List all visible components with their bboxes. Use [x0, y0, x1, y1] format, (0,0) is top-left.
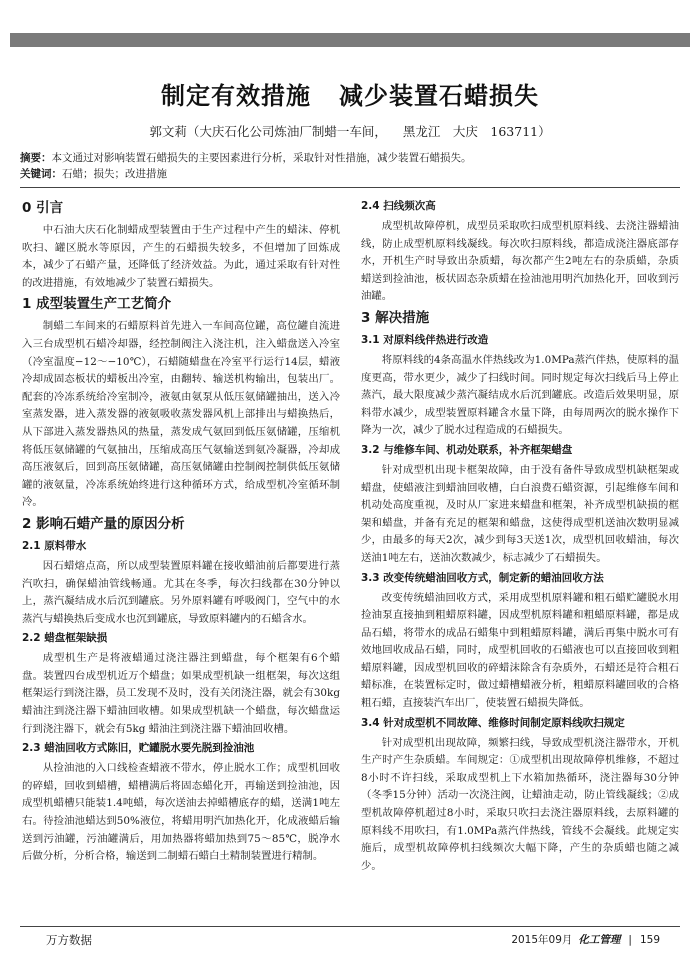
keywords-text: 石蜡；损失；改进措施 — [62, 168, 167, 180]
footer-separator: | — [628, 934, 632, 946]
publisher-label: 万方数据 — [46, 933, 92, 947]
footer-divider — [20, 926, 680, 927]
footer-info — [511, 932, 660, 947]
author-line — [0, 122, 700, 140]
author-name: 郭文莉（大庆石化公司炼油厂制蜡一车间， — [149, 124, 387, 139]
abstract-block — [20, 150, 680, 182]
magazine-name: 化工管理 — [578, 934, 621, 946]
section-heading: 3 解决措施 — [361, 309, 430, 326]
author-location: 黑龙江 大庆 163711） — [402, 124, 551, 139]
left-column — [22, 196, 340, 868]
section-heading: 1 成型装置生产工艺简介 — [22, 296, 172, 313]
keywords — [20, 166, 680, 182]
title-part-1: 制定有效措施 — [161, 82, 311, 110]
paragraph: 从捡油池的入口线检查蜡液不带水，停止脱水工作；成型机回收的碎蜡，回收到蜡槽，蜡槽满后将固态蜡化开，再输送到捡油池，因成型机蜡槽只能装1.4吨蜡，每次送油去掉蜡槽底存的蜡，送满1吨左右。待捡油池蜡达到50%液位，将蜡用明汽加热化开，化成液蜡后输送到污油罐，污油罐满后，用加热器将蜡加热到75～85℃，脱净水后做分析，分析合格，输送到二制蜡石蜡白土精制装置进行精制。 — [22, 762, 340, 863]
paragraph: 因石蜡熔点高，所以成型装置原料罐在接收蜡油前后都要进行蒸汽吹扫，确保蜡油管线畅通。尤其在冬季，每次扫线都在30分钟以上，蒸汽凝结成水后沉到罐底。另外原料罐有呼吸阀门，空气中的水蒸汽与蜡换热后变成水也沉到罐底，导致原料罐内的石蜡含水。 — [22, 559, 340, 625]
subsection-heading: 2.1 原料带水 — [22, 539, 87, 552]
paragraph: 针对成型机出现故障，频繁扫线，导致成型机浇注器带水，开机生产时产生杂质蜡。车间规定：①成型机出现故障停机维修，不超过8小时不许扫线，采取成型机上下水箱加热循环，浇注器每30分钟（冬季15分钟）活动一次浇注阀，让蜡油走动，防止管线凝线；②成型机故障停机超过8小时，采取只吹扫去浇注器原料线，去原料罐的原料线不用吹扫，有1.0MPa蒸汽伴热线，管线不会凝线。此规定实施后，成型机故障停机扫线频次大幅下降，产生的杂质蜡也随之减少。 — [361, 736, 679, 872]
keywords-label: 关键词： — [20, 168, 62, 180]
subsection-heading: 3.1 对原料线伴热进行改造 — [361, 333, 489, 346]
subsection-heading: 2.4 扫线频次高 — [361, 200, 436, 212]
subsection-heading: 2.2 蜡盘框架缺损 — [22, 632, 108, 645]
paragraph: 成型机生产是将液蜡通过浇注器注到蜡盘，每个框架有6个蜡盘。装置四台成型机近万个蜡盘；如果成型机缺一组框架，每次这组框架运行到浇注器，员工发现不及时，没有关闭浇注器，就会有30kg蜡油注到浇注器下蜡油回收槽。如果成型机缺一个蜡盘，每次蜡盘运行到浇注器下，就会有5kg 蜡油注到浇注器下蜡油回收槽。 — [22, 652, 340, 735]
page-number: 159 — [639, 934, 660, 946]
subsection-heading: 3.2 与维修车间、机动处联系，补齐框架蜡盘 — [361, 443, 573, 456]
paragraph: 针对成型机出现卡框架故障，由于没有备件导致成型机缺框架或蜡盘，使蜡液注到蜡油回收槽，白白浪费石蜡资源，引起维修车间和机动处高度重视，及时从厂家进来蜡盘和框架，补齐成型机缺损的框架和蜡盘，并备有充足的框架和蜡盘，这使得成型机送油次数明显减少，由最多的每天2次，减少到每3天送1次，成型机回收蜡油，每次送油1吨左右，送油次数减少，标志减少了石蜡损失。 — [361, 463, 679, 564]
subsection-heading: 3.4 针对成型机不同故障、维修时间制定原料线吹扫规定 — [361, 716, 625, 729]
title-part-2: 减少装置石蜡损失 — [339, 82, 539, 110]
paragraph: 成型机故障停机，成型员采取吹扫成型机原料线、去浇注器蜡油线，防止成型机原料线凝线。每次吹扫原料线，都造成浇注器底部存水，开机生产时导致出杂质蜡，每次都产生2吨左右的杂质蜡，杂质蜡送到捡油池，板状固态杂质蜡在捡油池用明汽加热化开，回收到污油罐。 — [361, 220, 679, 303]
paragraph: 将原料线的4条高温水伴热线改为1.0MPa蒸汽伴热，使原料的温度更高，带水更少，减少了扫线时间。同时规定每次扫线后马上停止蒸汽，最大限度减少蒸汽凝结成水后沉到罐底。改造后效果明显，原料带水减少，成型装置原料罐含水量下降，由每周两次的脱水操作下降为一次，减少了脱水过程造成的石蜡损失。 — [361, 353, 679, 437]
article-title — [0, 76, 700, 111]
header-bar — [10, 33, 690, 47]
issue-date: 2015年09月 — [511, 934, 573, 946]
subsection-heading: 2.3 蜡油回收方式陈旧，贮罐脱水要先脱到捡油池 — [22, 742, 255, 755]
paragraph: 中石油大庆石化制蜡成型装置由于生产过程中产生的蜡沫、停机吹扫、罐区脱水等原因，产生的石蜡损失较多，不但增加了回炼成本，减少了石蜡产量，还降低了经济效益。为此，通过采取有针对性的改进措施，有效地减少了装置石蜡损失。 — [22, 224, 340, 289]
abstract-text: 本文通过对影响装置石蜡损失的主要因素进行分析，采取针对性措施，减少装置石蜡损失。 — [51, 152, 472, 164]
section-heading: 0 引言 — [22, 200, 64, 216]
right-column — [361, 196, 679, 877]
abstract — [20, 150, 680, 166]
subsection-heading: 3.3 改变传统蜡油回收方式，制定新的蜡油回收方法 — [361, 571, 604, 584]
paragraph: 改变传统蜡油回收方式，采用成型机原料罐和粗石蜡贮罐脱水用捡油泵直接抽到粗蜡原料罐，因成型机原料罐和粗蜡原料罐，都是成品石蜡，将带水的成品石蜡集中到粗蜡原料罐，满后再集中脱水可有效地回收成品石蜡，同时，成型机回收的石蜡液也可以直接回收到粗蜡原料罐，因成型机回收的碎蜡沫除含有杂质外，石蜡还是符合粗石蜡标准，在装置标定时，做过蜡槽蜡液分析，粗蜡原料罐回收的合格粗石蜡，直接装汽车出厂，使装置石蜡损失降低。 — [361, 591, 679, 710]
abstract-label: 摘要： — [20, 152, 52, 164]
paragraph: 制蜡二车间来的石蜡原料首先进入一车间高位罐，高位罐自流进入三台成型机石蜡冷却器，经控制阀注入浇注机，注入蜡盘送入冷室（冷室温度−12～−10℃），石蜡随蜡盘在冷室平行运行14层，蜡液冷却成固态板状的蜡板出冷室，由翻转、输送机构输出，包装出厂。配套的冷冻系统给冷室制冷，液氨由氨泵从低压氨储罐抽出，送入冷室蒸发器，进入蒸发器的液氨吸收蒸发器风机上部排出与蜡换热后，从下部进入蒸发器热风的热量，蒸发成气氨回到低压氨储罐，压缩机将低压氨储罐的气氨抽出，压缩成高压气氨输送到氨冷凝器，冷却成高压液氨后，回到高压氨储罐，高压氨储罐由控制阀控制供低压氨储罐的液氨量，冷冻系统始终进行这种循环方式，给成型机冷室循环制冷。 — [22, 320, 340, 509]
section-heading: 2 影响石蜡产量的原因分析 — [22, 515, 185, 532]
divider — [20, 187, 680, 188]
